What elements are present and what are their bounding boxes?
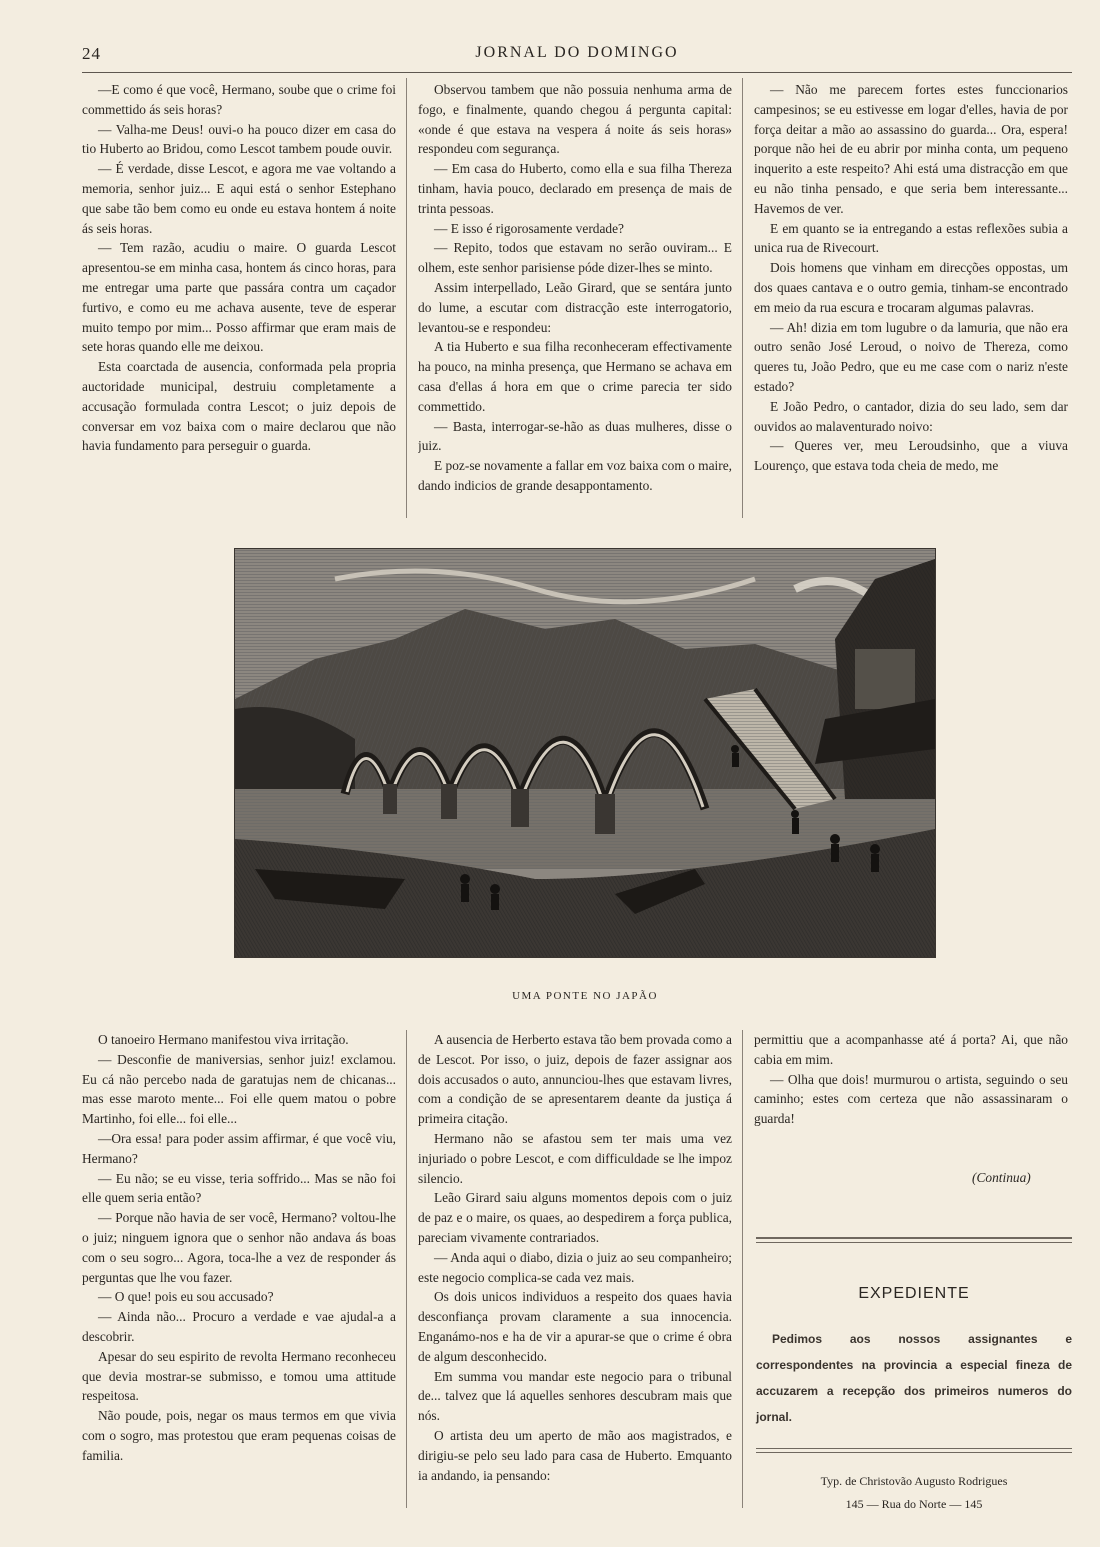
paragraph: Esta coarctada de ausencia, conformada pela propria auctoridade municipal, destruiu completamente a accusação formulada contra Lescot; o juiz depois de conversar em voz baixa com o maire declarou que não havia fundamento para perseguir o guarda.: [82, 359, 396, 454]
bottom-column-1: [82, 1030, 396, 1510]
paragraph: — Valha-me Deus! ouvi-o ha pouco dizer em casa do tio Huberto ao Bridou, como Lescot tambem poude ouvir.: [82, 121, 396, 157]
journal-title: JORNAL DO DOMINGO: [475, 44, 679, 61]
engraving-japanese-bridge: [234, 548, 936, 958]
top-column-3: [754, 80, 1068, 520]
paragraph: Em summa vou mandar este negocio para o tribunal de... talvez que lá aquelles senhores descubram mais que nós.: [418, 1368, 732, 1424]
paragraph: — Basta, interrogar-se-hão as duas mulheres, disse o juiz.: [418, 418, 732, 454]
paragraph: — O que! pois eu sou accusado?: [98, 1289, 274, 1305]
paragraph: Leão Girard saiu alguns momentos depois com o juiz de paz e o maire, os quaes, ao despedirem a força publica, pareciam vivamente contrariados.: [418, 1190, 732, 1245]
paragraph: Hermano não se afastou sem ter mais uma vez injuriado o pobre Lescot, e com difficuldade se lhe impoz silencio.: [418, 1130, 732, 1186]
paragraph: E João Pedro, o cantador, dizia do seu lado, sem dar ouvidos ao malaventurado noivo:: [754, 398, 1068, 434]
paragraph: — Desconfie de maniversias, senhor juiz! exclamou. Eu cá não percebo nada de garatujas nem de chicanas... mas esse maroto mente... Foi elle quem matou o pobre Martinho, foi elle... foi elle...: [82, 1051, 396, 1127]
paragraph: A tia Huberto e sua filha reconheceram effectivamente ha pouco, na minha presença, que Hermano se achava em casa d'ellas á hora em que o crime parecia ter sido commettido.: [418, 339, 732, 414]
section-rule: [756, 1237, 1072, 1239]
paragraph: — Repito, todos que estavam no serão ouviram... E olhem, este senhor parisiense póde dizer-lhes se minto.: [418, 240, 732, 276]
paragraph: — Tem razão, acudiu o maire. O guarda Lescot apresentou-se em minha casa, hontem ás cinco horas, para me entregar uma parte que passára contra um caçador furtivo, e como eu me achava ausente, teve de esperar muito tempo por mim... Posso affirmar que eram mais de sete horas quando elle me deixou.: [82, 240, 396, 355]
column-divider: [406, 78, 407, 518]
paragraph: — Não me parecem fortes estes funccionarios campesinos; se eu estivesse em logar d'elles, havia de por força deitar a mão ao assassino do guarda... Ora, espera! porque não hei de eu abrir por minha conta, um pequeno inquerito a este respeito? Ahi está uma distracção em que eu não tinha pensado, e que seria bem interessante... Havemos de ver.: [754, 82, 1068, 216]
column-divider: [406, 1030, 407, 1508]
page-number: 24: [82, 44, 101, 63]
paragraph: — Ah! dizia em tom lugubre o da lamuria, que não era outro senão José Leroud, o noivo de Thereza, como queres tu, João Pedro, que eu me case com o nariz n'este estado?: [754, 319, 1068, 394]
expediente-body: [756, 1326, 1072, 1430]
section-rule: [756, 1242, 1072, 1243]
paragraph: E em quanto se ia entregando a estas reflexões subia a unica rua de Rivecourt.: [754, 220, 1068, 256]
bridge-engraving-svg: [235, 549, 935, 957]
paragraph: — Anda aqui o diabo, dizia o juiz ao seu companheiro; este negocio complica-se cada vez mais.: [418, 1249, 732, 1285]
illustration-caption: UMA PONTE NO JAPÃO: [512, 990, 658, 1002]
imprint-line-2: 145 — Rua do Norte — 145: [845, 1497, 983, 1511]
paragraph: O tanoeiro Hermano manifestou viva irritação.: [98, 1032, 349, 1047]
paragraph: permittiu que a acompanhasse até á porta? Ai, que não cabia em mim.: [754, 1032, 1068, 1067]
bottom-column-3: [754, 1030, 1068, 1140]
paragraph: Os dois unicos individuos a respeito dos quaes havia desconfiança provam claramente a sua innocencia. Enganámo-nos e ha de vir a apurar-se que o crime é obra de algum desconhecido.: [418, 1289, 732, 1364]
paragraph: Apesar do seu espirito de revolta Hermano reconheceu que devia mostrar-se submisso, e tomou uma attitude respeitosa.: [82, 1348, 396, 1404]
expediente-title: EXPEDIENTE: [858, 1285, 970, 1302]
page-header: [82, 44, 1072, 70]
paragraph: — Em casa do Huberto, como ella e sua filha Thereza tinham, havia pouco, declarado em presença de mais de trinta pessoas.: [418, 161, 732, 216]
paragraph: A ausencia de Herberto estava tão bem provada como a de Lescot. Por isso, o juiz, depois de fazer assignar aos dois accusados o auto, annunciou-lhes que estavam livres, com a condição de se apresentarem deante da justiça á primeira citação.: [418, 1032, 732, 1127]
paragraph: — Eu não; se eu visse, teria soffrido... Mas se não foi elle quem seria então?: [82, 1170, 396, 1206]
paragraph: E poz-se novamente a fallar em voz baixa com o maire, dando indicios de grande desappontamento.: [418, 458, 732, 493]
paragraph: Dois homens que vinham em direcções oppostas, um dos quaes cantava e o outro gemia, tinham-se encontrado em meio da rua escura e trocaram algumas palavras.: [754, 260, 1068, 315]
paragraph: Observou tambem que não possuia nenhuma arma de fogo, e finalmente, quando chegou á pergunta capital: «onde é que estava na vespera á noite ás seis horas» respondeu com segurança.: [418, 82, 732, 157]
paragraph: Não poude, pois, negar os maus termos em que vivia com o sogro, mas protestou que eram pequenas coisas de familia.: [82, 1408, 396, 1463]
top-column-1: [82, 80, 396, 520]
paragraph: — Olha que dois! murmurou o artista, seguindo o seu caminho; estes com certeza que não assassinaram o guarda!: [754, 1071, 1068, 1127]
bottom-column-2: [418, 1030, 732, 1510]
paragraph: — Ainda não... Procuro a verdade e vae ajudal-a a descobrir.: [82, 1309, 396, 1344]
expediente-text: Pedimos aos nossos assignantes e correspondentes na provincia a especial fineza de accuzarem a recepção dos primeiros numeros do jornal.: [756, 1332, 1072, 1424]
column-divider: [742, 1030, 743, 1508]
section-rule: [756, 1448, 1072, 1449]
top-column-2: [418, 80, 732, 520]
paragraph: — E isso é rigorosamente verdade?: [434, 220, 625, 236]
continua-note: (Continua): [972, 1170, 1031, 1185]
paragraph: — Porque não havia de ser você, Hermano? voltou-lhe o juiz; ninguem ignora que o senhor não andava ás boas com o seu sogro... Agora, toca-lhe a vez de responder ás perguntas que lhe vou fazer.: [82, 1210, 396, 1285]
paragraph: O artista deu um aperto de mão aos magistrados, e dirigiu-se pelo seu lado para casa de Huberto. Emquanto ia andando, ia pensando:: [418, 1427, 732, 1483]
paragraph: — É verdade, disse Lescot, e agora me vae voltando a memoria, senhor juiz... E aqui está o senhor Estephano que sabe tão bem como eu onde eu estava hontem á noite ás seis horas.: [82, 161, 396, 236]
paragraph: Assim interpellado, Leão Girard, que se sentára junto do lume, a escutar com distracção este interrogatorio, levantou-se e respondeu:: [418, 279, 732, 335]
header-rule: [82, 72, 1072, 73]
section-rule: [756, 1452, 1072, 1453]
column-divider: [742, 78, 743, 518]
paragraph: — Queres ver, meu Leroudsinho, que a viuva Lourenço, que estava toda cheia de medo, me: [754, 438, 1068, 474]
paragraph: —E como é que você, Hermano, soube que o crime foi commettido ás seis horas?: [82, 82, 396, 117]
imprint-line-1: Typ. de Christovão Augusto Rodrigues: [820, 1474, 1008, 1488]
paragraph: —Ora essa! para poder assim affirmar, é que você viu, Hermano?: [82, 1130, 396, 1166]
